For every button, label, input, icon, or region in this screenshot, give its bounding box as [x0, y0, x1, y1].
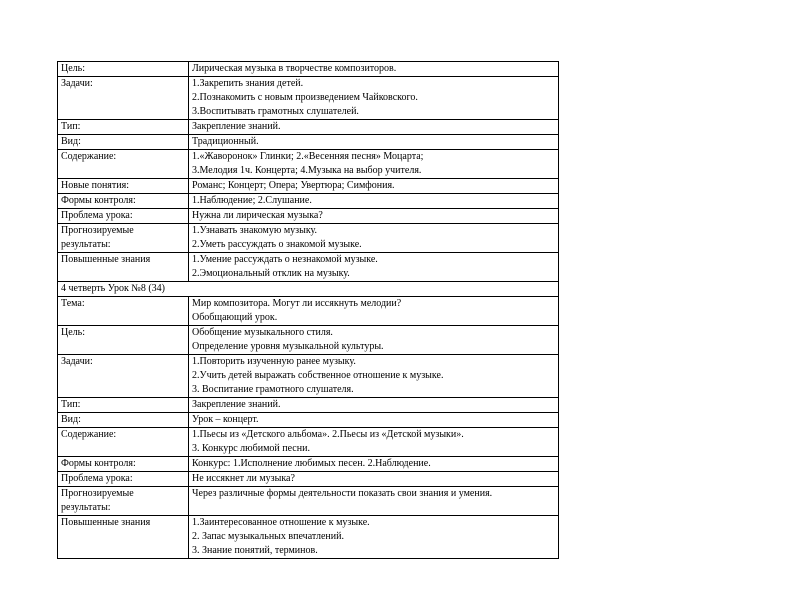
section-row [58, 282, 559, 297]
lesson-plan-body [58, 62, 559, 559]
value-line: Обобщающий урок. [192, 312, 278, 323]
value-line: 2.Эмоциональный отклик на музыку. [192, 268, 350, 279]
value-line: Мир композитора. Могут ли иссякнуть мелодии? [192, 298, 402, 309]
table-row [58, 150, 559, 179]
value-line: 3.Мелодия 1ч. Концерта; 4.Музыка на выбор учителя. [192, 165, 422, 176]
row-label: Проблема урока: [58, 472, 189, 487]
table-row [58, 120, 559, 135]
value-line: 1.Пьесы из «Детского альбома». 2.Пьесы из «Детской музыки». [192, 429, 464, 440]
row-label: Новые понятия: [58, 179, 189, 194]
row-label: Прогнозируемые результаты: [58, 224, 189, 253]
value-line: 1.Повторить изученную ранее музыку. [192, 356, 356, 367]
row-label: Проблема урока: [58, 209, 189, 224]
value-line: Нужна ли лирическая музыка? [192, 210, 323, 221]
row-label: Тема: [58, 297, 189, 326]
value-line: 3.Воспитывать грамотных слушателей. [192, 106, 359, 117]
table-row [58, 487, 559, 516]
value-line: Обобщение музыкального стиля. [192, 327, 333, 338]
table-row [58, 326, 559, 355]
row-label: Цель: [58, 326, 189, 355]
row-label: Вид: [58, 135, 189, 150]
value-line: 1.Заинтересованное отношение к музыке. [192, 517, 370, 528]
row-value [189, 253, 559, 282]
value-line: 2.Учить детей выражать собственное отношение к музыке. [192, 370, 444, 381]
row-value [189, 179, 559, 194]
table-row [58, 224, 559, 253]
row-label: Формы контроля: [58, 194, 189, 209]
row-label: Содержание: [58, 428, 189, 457]
row-label: Тип: [58, 398, 189, 413]
value-line: 3. Знание понятий, терминов. [192, 545, 318, 556]
row-value [189, 428, 559, 457]
value-line: Определение уровня музыкальной культуры. [192, 341, 384, 352]
value-line: Традиционный. [192, 136, 259, 147]
row-value [189, 413, 559, 428]
value-line: Закрепление знаний. [192, 399, 281, 410]
value-line: 2. Запас музыкальных впечатлений. [192, 531, 344, 542]
value-line: 1.Узнавать знакомую музыку. [192, 225, 318, 236]
row-label: Задачи: [58, 77, 189, 120]
row-value [189, 297, 559, 326]
lesson-plan-table [57, 61, 559, 559]
row-value [189, 487, 559, 516]
value-line: 1.Умение рассуждать о незнакомой музыке. [192, 254, 378, 265]
row-value [189, 150, 559, 179]
table-row [58, 179, 559, 194]
table-row [58, 77, 559, 120]
table-row [58, 135, 559, 150]
row-label: Прогнозируемые результаты: [58, 487, 189, 516]
value-line: Урок – концерт. [192, 414, 259, 425]
value-line: Не иссякнет ли музыка? [192, 473, 295, 484]
row-value [189, 398, 559, 413]
value-line: Романс; Концерт; Опера; Увертюра; Симфония. [192, 180, 395, 191]
row-label: Повышенные знания [58, 516, 189, 559]
row-value [189, 194, 559, 209]
value-line: 1.Закрепить знания детей. [192, 78, 304, 89]
value-line: 1.«Жаворонок» Глинки; 2.«Весенняя песня» Моцарта; [192, 151, 424, 162]
row-label: Формы контроля: [58, 457, 189, 472]
row-value [189, 457, 559, 472]
table-row [58, 297, 559, 326]
row-label: Задачи: [58, 355, 189, 398]
table-row [58, 472, 559, 487]
value-line: Лирическая музыка в творчестве композиторов. [192, 63, 397, 74]
table-row [58, 428, 559, 457]
value-line: 2.Познакомить с новым произведением Чайковского. [192, 92, 418, 103]
value-line: Закрепление знаний. [192, 121, 281, 132]
table-row [58, 194, 559, 209]
row-value [189, 120, 559, 135]
row-label: Вид: [58, 413, 189, 428]
row-value [189, 516, 559, 559]
section-header: 4 четверть Урок №8 (34) [58, 282, 559, 297]
value-line: Конкурс: 1.Исполнение любимых песен. 2.Наблюдение. [192, 458, 431, 469]
row-value [189, 209, 559, 224]
row-label: Содержание: [58, 150, 189, 179]
table-row [58, 209, 559, 224]
row-label: Повышенные знания [58, 253, 189, 282]
row-value [189, 135, 559, 150]
row-value [189, 224, 559, 253]
table-row [58, 62, 559, 77]
value-line: 3. Конкурс любимой песни. [192, 443, 310, 454]
row-value [189, 355, 559, 398]
value-line: 2.Уметь рассуждать о знакомой музыке. [192, 239, 362, 250]
table-row [58, 253, 559, 282]
table-row [58, 457, 559, 472]
row-value [189, 62, 559, 77]
value-line: 1.Наблюдение; 2.Слушание. [192, 195, 312, 206]
table-row [58, 355, 559, 398]
row-value [189, 326, 559, 355]
row-label: Цель: [58, 62, 189, 77]
table-row [58, 516, 559, 559]
row-value [189, 472, 559, 487]
value-line: 3. Воспитание грамотного слушателя. [192, 384, 354, 395]
table-row [58, 398, 559, 413]
row-value [189, 77, 559, 120]
table-row [58, 413, 559, 428]
value-line: Через различные формы деятельности показать свои знания и умения. [192, 488, 493, 499]
row-label: Тип: [58, 120, 189, 135]
